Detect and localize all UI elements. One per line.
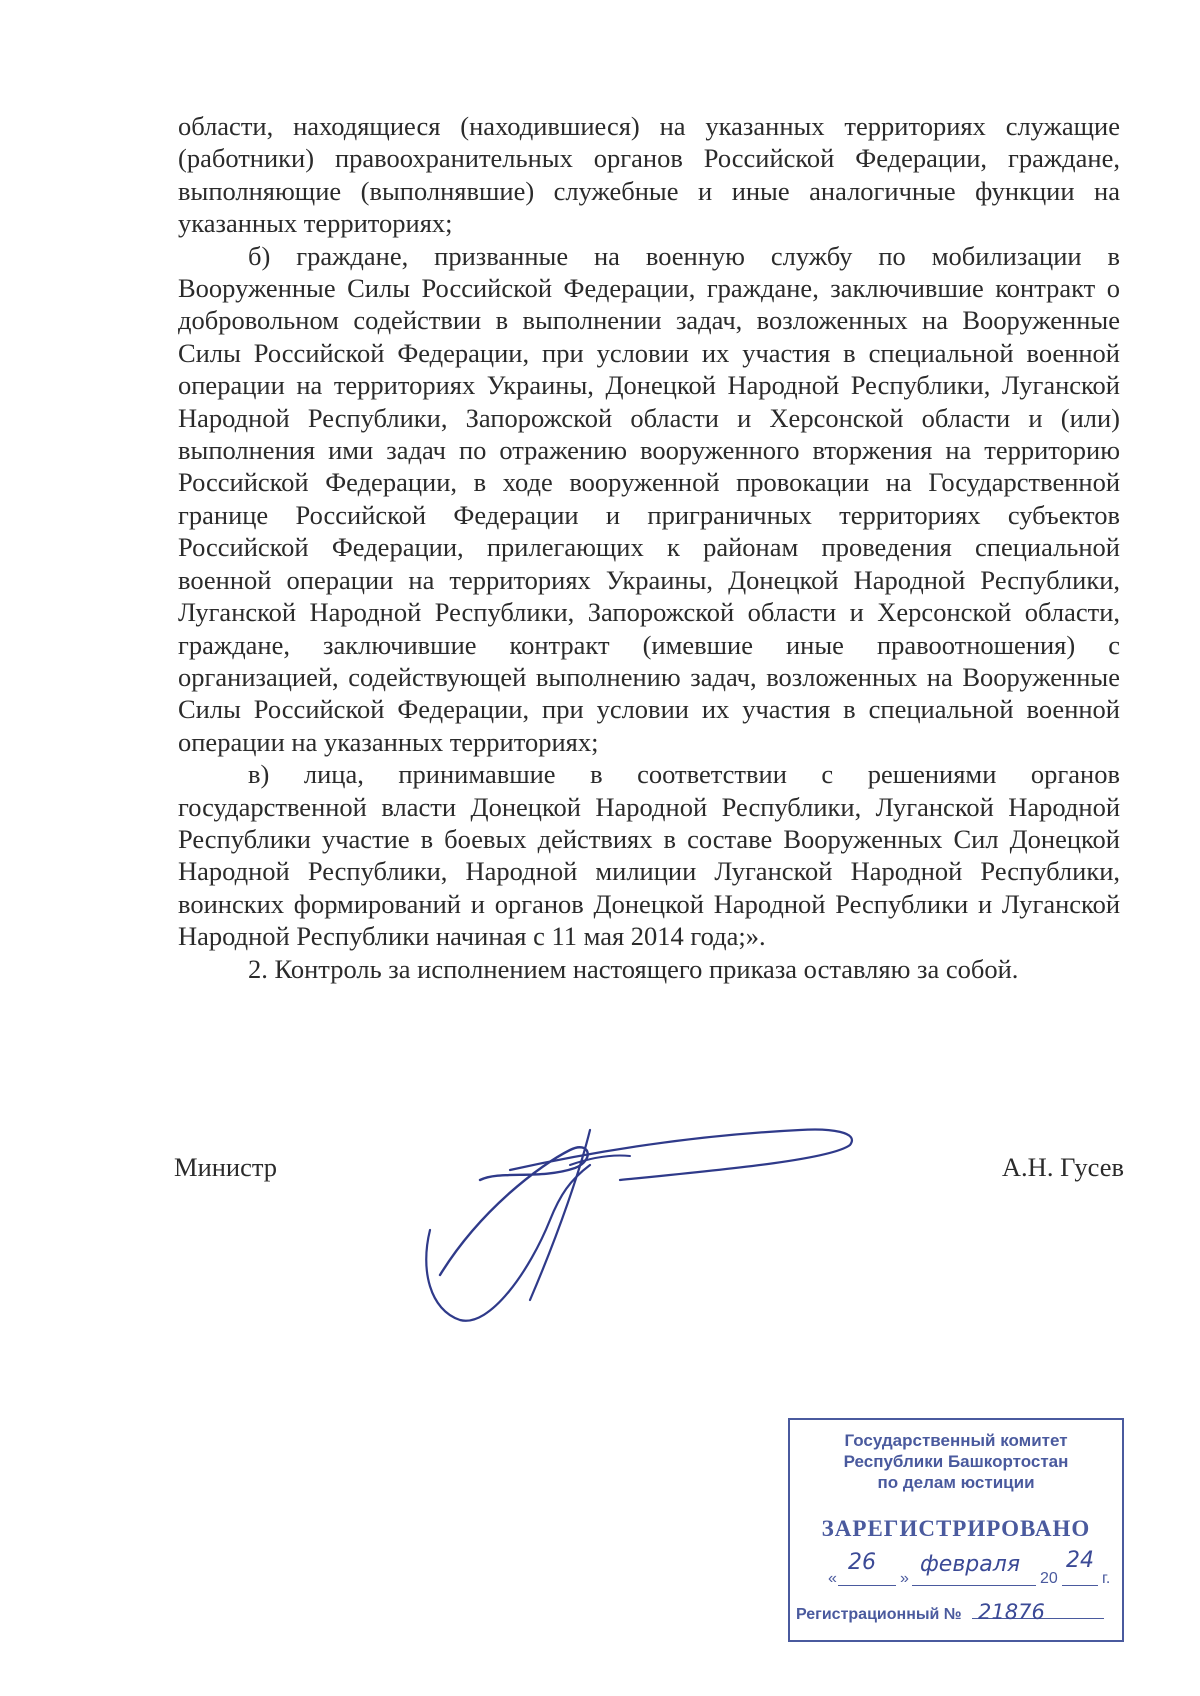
signatory-name: А.Н. Гусев (1001, 1152, 1124, 1182)
stamp-organization (790, 1430, 1122, 1493)
stamp-date-day: 26 (848, 1550, 876, 1575)
quote-open: « (828, 1570, 837, 1587)
paragraph-2: 2. Контроль за исполнением настоящего приказа оставляю за собой. (248, 953, 1019, 984)
stamp-org-line: по делам юстиции (877, 1473, 1035, 1492)
stamp-reg-label: Регистрационный № (796, 1606, 962, 1623)
stamp-reg-number: 21876 (978, 1600, 1045, 1624)
quote-close: » (900, 1570, 909, 1587)
document-body (178, 110, 1120, 985)
stamp-status: ЗАРЕГИСТРИРОВАНО (821, 1516, 1091, 1541)
stamp-year-unit: г. (1102, 1570, 1111, 1587)
stamp-org-line: Республики Башкортостан (843, 1452, 1069, 1471)
paragraph-a-continuation: области, находящиеся (находившиеся) на указанных территориях служащие (работники) правоохранительных органов Российской Федерации, граждане, выполняющие (выполнявшие) служебные и иные аналогичные функции на указанных территориях; (178, 111, 1120, 239)
stamp-date-month: февраля (920, 1552, 1021, 1577)
stamp-year-prefix: 20 (1040, 1570, 1058, 1587)
stamp-registration (796, 1600, 1116, 1624)
stamp-date-row (828, 1548, 1114, 1592)
handwritten-signature (420, 1110, 880, 1340)
stamp-year-suffix: 24 (1066, 1548, 1094, 1573)
paragraph-b: б) граждане, призванные на военную службу по мобилизации в Вооруженные Силы Российской Федерации, граждане, заключившие контракт о добровольном содействии в выполнении задач, возложенных на Вооруженные Силы Российской Федерации, при условии их участия в специальной военной операции на территориях Украины, Донецкой Народной Республики, Луганской Народной Республики, Запорожской области и Херсонской области и (или) выполнения ими задач по отражению вооруженного вторжения на территорию Российской Федерации, в ходе вооруженной провокации на Государственной границе Российской Федерации и приграничных территориях субъектов Российской Федерации, прилегающих к районам проведения специальной военной операции на территориях Украины, Донецкой Народной Республики, Луганской Народной Республики, Запорожской области и Херсонской области, граждане, заключившие контракт (имевшие иные правоотношения) с организацией, содействующей выполнению задач, возложенных на Вооруженные Силы Российской Федерации, при условии их участия в специальной военной операции на указанных территориях; (178, 240, 1120, 757)
registration-stamp (788, 1418, 1124, 1642)
signatory-title: Министр (174, 1152, 278, 1182)
paragraph-v: в) лица, принимавшие в соответствии с решениями органов государственной власти Донецкой Народной Республики, Луганской Народной Республики участие в боевых действиях в составе Вооруженных Сил Донецкой Народной Республики, Народной милиции Луганской Народной Республики, воинских формирований и органов Донецкой Народной Республики и Луганской Народной Республики начиная с 11 мая 2014 года;». (178, 759, 1120, 952)
stamp-org-line: Государственный комитет (844, 1431, 1068, 1450)
